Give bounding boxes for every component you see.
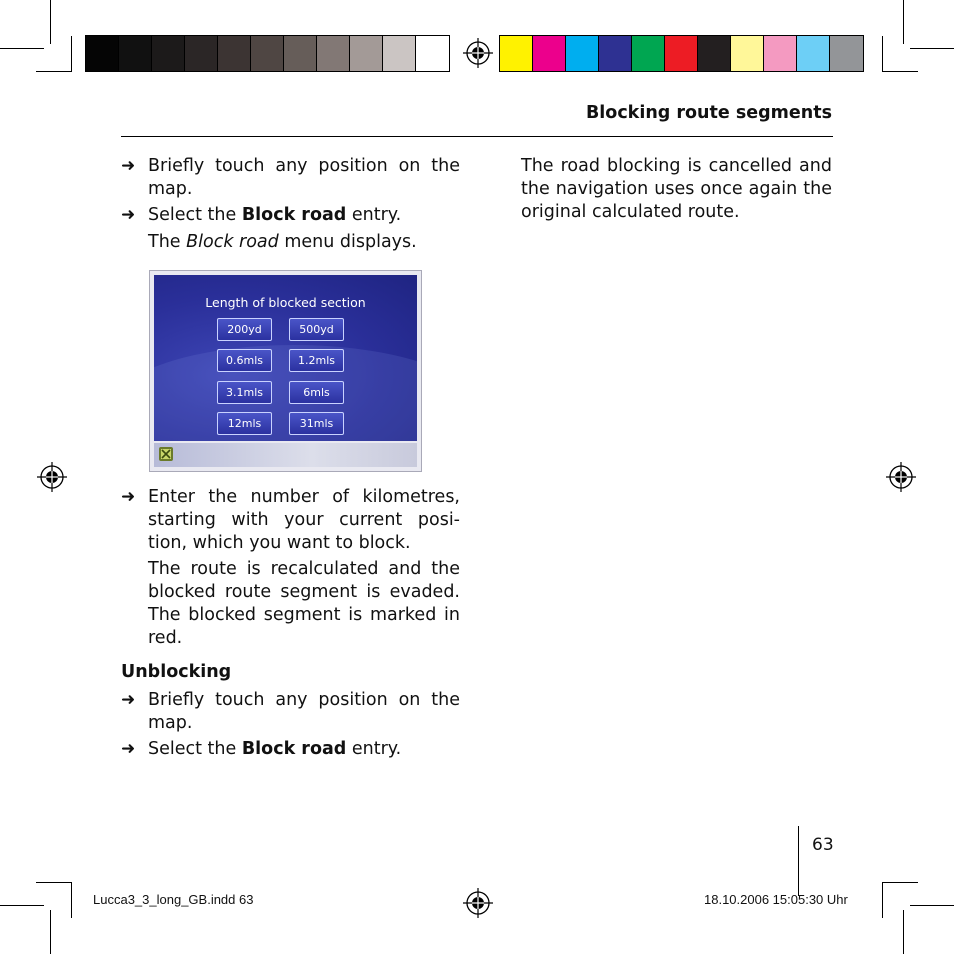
option-button[interactable]: 3.1mls xyxy=(217,381,272,404)
page-header-title: Blocking route segments xyxy=(585,103,832,123)
registration-mark-icon xyxy=(37,462,67,492)
crop-mark xyxy=(50,910,51,954)
color-swatch xyxy=(698,36,731,71)
color-swatch xyxy=(350,36,383,71)
crop-mark xyxy=(71,36,72,72)
screen-title: Length of blocked section xyxy=(205,295,366,310)
color-swatch xyxy=(665,36,698,71)
color-swatch xyxy=(632,36,665,71)
crop-mark xyxy=(882,882,918,883)
crop-mark xyxy=(910,48,954,49)
crop-mark xyxy=(0,48,44,49)
color-swatch xyxy=(599,36,632,71)
arrow-icon: ➜ xyxy=(121,205,136,225)
device-screen xyxy=(154,275,417,441)
arrow-icon: ➜ xyxy=(121,156,136,176)
crop-mark xyxy=(71,882,72,918)
step-select-block-road: Select the Block road entry. xyxy=(148,205,402,225)
option-button[interactable]: 12mls xyxy=(217,412,272,435)
result-menu-displays: The Block road menu displays. xyxy=(148,232,417,252)
option-button[interactable]: 6mls xyxy=(289,381,344,404)
crop-mark xyxy=(50,0,51,44)
option-button[interactable]: 31mls xyxy=(289,412,344,435)
color-swatch xyxy=(218,36,251,71)
color-swatch xyxy=(533,36,566,71)
color-swatch xyxy=(284,36,317,71)
page-number: 63 xyxy=(812,835,834,855)
crop-mark xyxy=(882,36,883,72)
registration-mark-icon xyxy=(886,462,916,492)
color-swatch xyxy=(152,36,185,71)
crop-mark xyxy=(36,71,72,72)
crop-mark xyxy=(882,71,918,72)
color-swatch xyxy=(416,36,449,71)
arrow-icon: ➜ xyxy=(121,487,136,507)
registration-mark-icon xyxy=(463,38,493,68)
crop-mark xyxy=(903,910,904,954)
close-icon[interactable] xyxy=(159,447,173,461)
crop-mark xyxy=(0,905,44,906)
option-button[interactable]: 0.6mls xyxy=(217,349,272,372)
block-road-menu-screenshot xyxy=(149,270,422,472)
option-button[interactable]: 500yd xyxy=(289,318,344,341)
color-swatch xyxy=(731,36,764,71)
option-button[interactable]: 1.2mls xyxy=(289,349,344,372)
color-swatch xyxy=(86,36,119,71)
footer-timestamp: 18.10.2006 15:05:30 Uhr xyxy=(704,892,848,907)
color-swatch xyxy=(383,36,416,71)
gray-color-bar xyxy=(85,35,450,72)
footer-filename: Lucca3_3_long_GB.indd 63 xyxy=(93,892,254,907)
color-swatch xyxy=(764,36,797,71)
step-touch-map: Briefly touch any position on the map. xyxy=(148,156,460,199)
color-swatch xyxy=(500,36,533,71)
screen-bottom-bar xyxy=(154,443,417,467)
crop-mark xyxy=(882,882,883,918)
color-swatch xyxy=(830,36,863,71)
color-swatch xyxy=(185,36,218,71)
color-swatch xyxy=(251,36,284,71)
arrow-icon: ➜ xyxy=(121,739,136,759)
color-swatch xyxy=(119,36,152,71)
step-select-block-road-2: Select the Block road entry. xyxy=(148,739,402,759)
color-swatch xyxy=(317,36,350,71)
crop-mark xyxy=(903,0,904,44)
crop-mark xyxy=(910,905,954,906)
unblocking-heading: Unblocking xyxy=(121,662,232,682)
option-button[interactable]: 200yd xyxy=(217,318,272,341)
color-swatch xyxy=(566,36,599,71)
crop-mark xyxy=(36,882,72,883)
header-rule xyxy=(121,136,833,137)
step-touch-map-2: Briefly touch any position on the map. xyxy=(148,690,460,733)
page-number-rule xyxy=(798,826,799,896)
arrow-icon: ➜ xyxy=(121,690,136,710)
registration-mark-icon xyxy=(463,888,493,918)
process-color-bar xyxy=(499,35,864,72)
color-swatch xyxy=(797,36,830,71)
